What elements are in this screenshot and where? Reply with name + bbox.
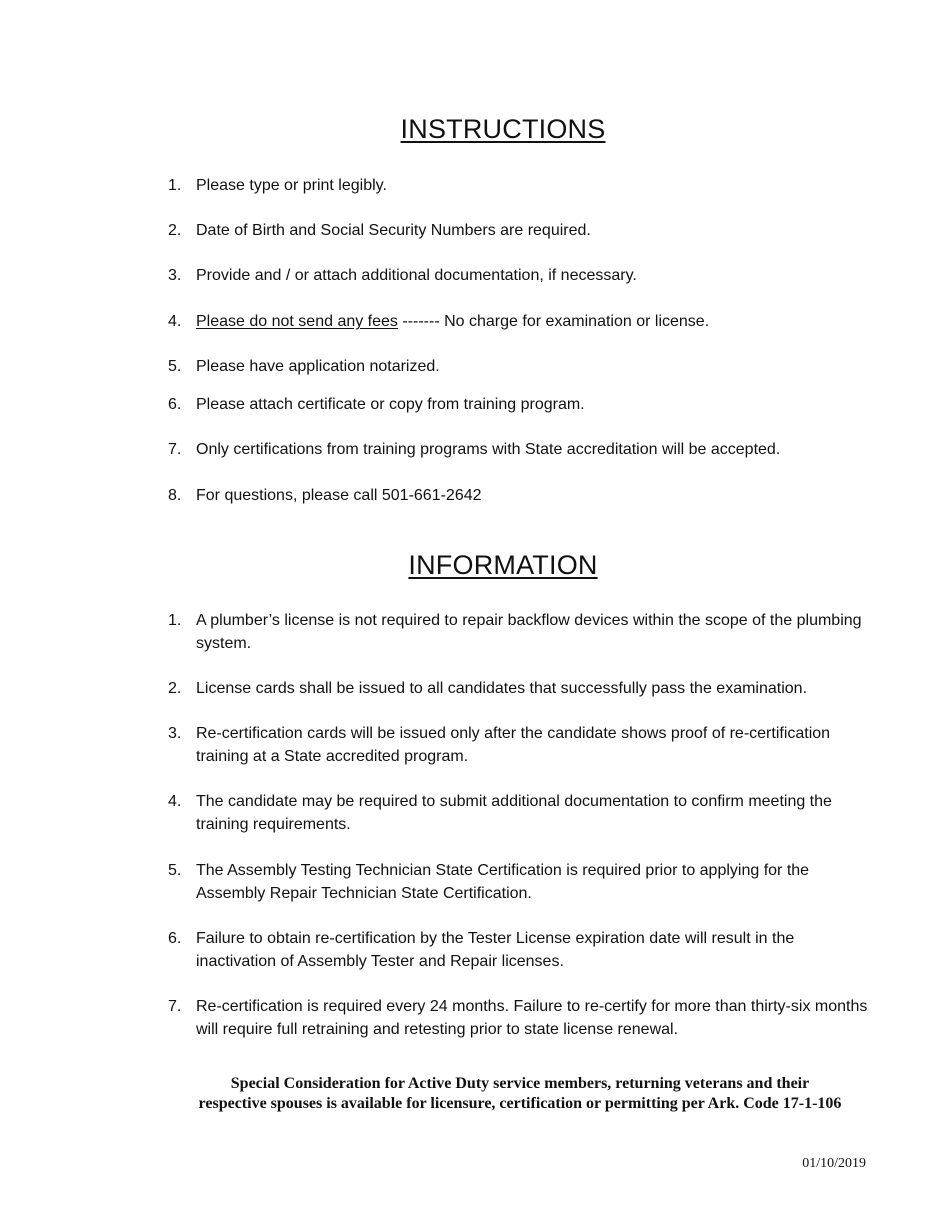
item-number: 3. — [168, 725, 182, 742]
item-text: Re-certification is required every 24 months. Failure to re-certify for more than thirty-six months will require full retraining and retesting prior to state license renewal. — [196, 998, 868, 1038]
item-text: A plumber’s license is not required to repair backflow devices within the scope of the plumbing system. — [196, 612, 862, 652]
item-text: Only certifications from training programs with State accreditation will be accepted. — [196, 441, 781, 458]
item-number: 1. — [168, 612, 182, 629]
item-number: 2. — [168, 680, 182, 697]
special-consideration-notice — [170, 1074, 870, 1114]
item-text: Failure to obtain re-certification by the Tester License expiration date will result in the inactivation of Assembly Tester and Repair licenses. — [196, 930, 795, 970]
item-text: The candidate may be required to submit additional documentation to confirm meeting the training requirements. — [196, 793, 832, 833]
item-text: Date of Birth and Social Security Numbers are required. — [196, 222, 591, 239]
item-number: 2. — [168, 222, 182, 239]
item-number: 1. — [168, 177, 182, 194]
item-number: 8. — [168, 487, 182, 504]
item-number: 4. — [168, 793, 182, 810]
information-heading: INFORMATION — [408, 550, 598, 580]
item-text — [196, 310, 868, 333]
item-text: For questions, please call 501-661-2642 — [196, 487, 482, 504]
instructions-heading: INSTRUCTIONS — [400, 114, 606, 144]
no-charge-text: ------- No charge for examination or license. — [397, 313, 710, 330]
item-text: Please have application notarized. — [196, 358, 440, 375]
item-text: Re-certification cards will be issued only after the candidate shows proof of re-certification training at a State accredited program. — [196, 725, 831, 765]
item-number: 7. — [168, 998, 182, 1015]
item-text: License cards shall be issued to all candidates that successfully pass the examination. — [196, 680, 808, 697]
item-text: Please attach certificate or copy from training program. — [196, 396, 585, 413]
no-fees-emphasis: Please do not send any fees — [196, 313, 398, 330]
item-text: Please type or print legibly. — [196, 177, 387, 194]
item-text: Provide and / or attach additional documentation, if necessary. — [196, 267, 637, 284]
revision-date: 01/10/2019 — [802, 1156, 866, 1171]
item-number: 7. — [168, 441, 182, 458]
item-number: 5. — [168, 862, 182, 879]
item-number: 6. — [168, 396, 182, 413]
item-number: 3. — [168, 267, 182, 284]
item-number: 5. — [168, 358, 182, 375]
special-consideration-line-2: respective spouses is available for licensure, certification or permitting per Ark. Code 17-1-106 — [198, 1095, 842, 1112]
item-text: The Assembly Testing Technician State Certification is required prior to applying for the Assembly Repair Technician State Certification. — [196, 862, 810, 902]
special-consideration-line-1: Special Consideration for Active Duty service members, returning veterans and their — [230, 1075, 810, 1092]
item-number: 6. — [168, 930, 182, 947]
item-number: 4. — [168, 313, 182, 330]
